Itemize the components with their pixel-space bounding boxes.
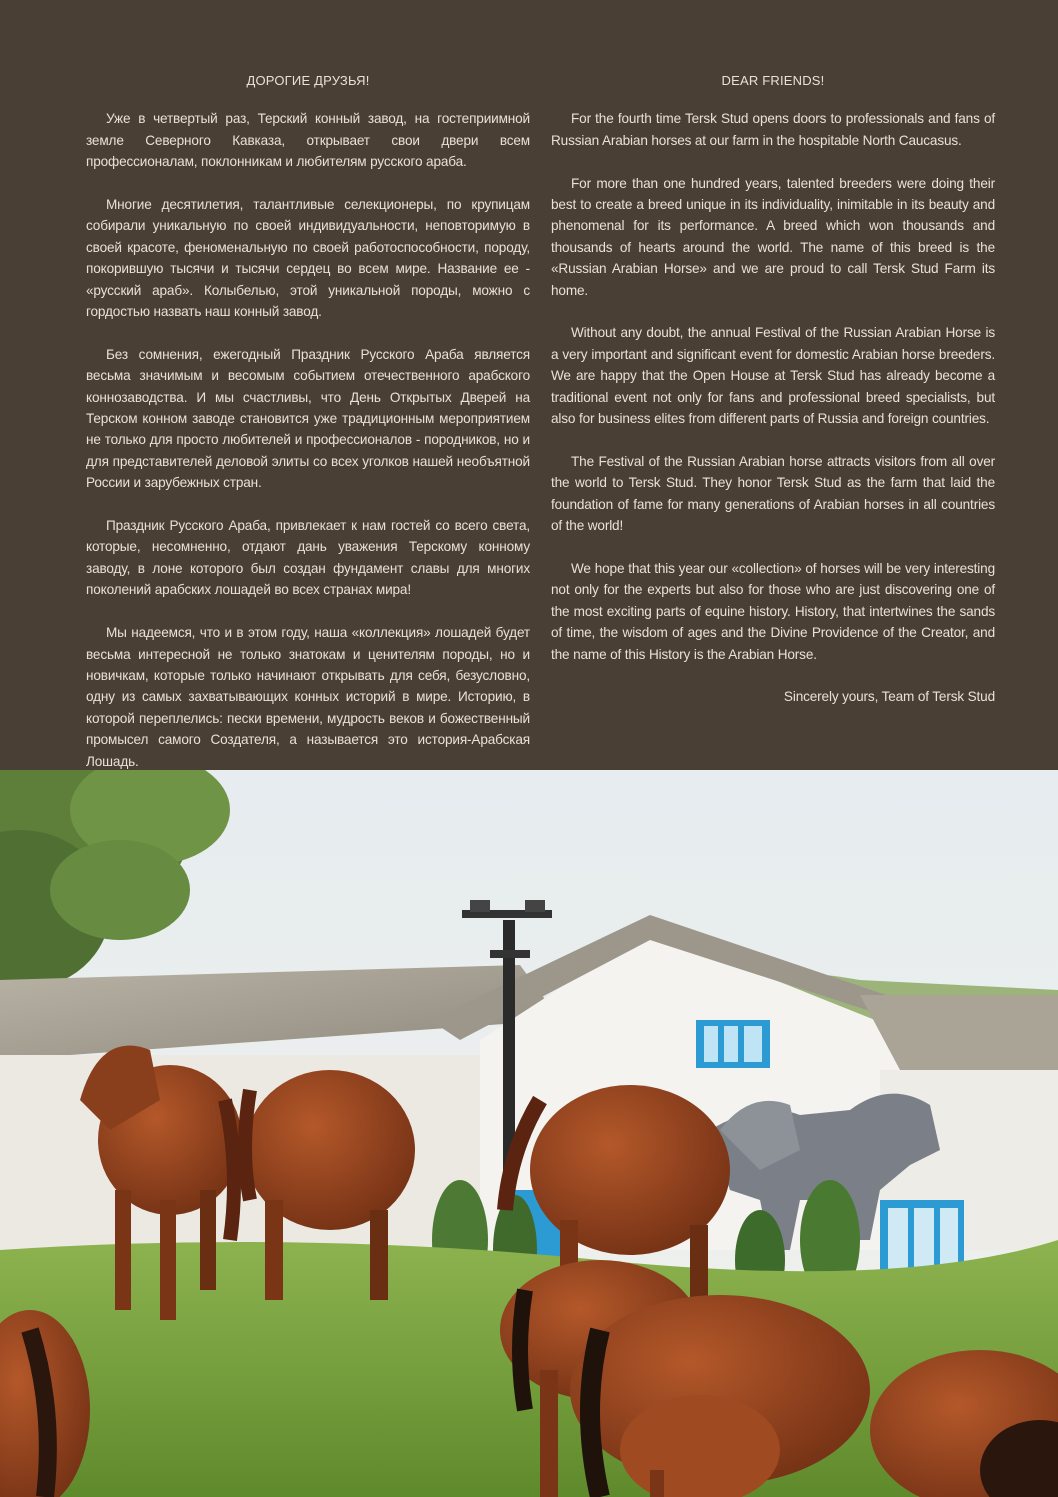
russian-paragraph: Уже в четвертый раз, Терский конный завод, на гостеприимной земле Северного Кавказа, открывает свои двери всем профессионалам, поклонникам и любителям русского араба. [86, 111, 530, 170]
russian-column [86, 60, 530, 815]
russian-paragraph: Многие десятилетия, талантливые селекционеры, по крупицам собирали уникальную по своей индивидуальности, неповторимую в своей красоте, феноменальную по своей работоспособности, породу, покорившую тысячи и тысячи сердец во всем мире. Название ее - «русский араб». Колыбелью, этой уникальной породы, можно с гордостью назвать наш конный завод. [86, 197, 530, 320]
english-paragraph: For more than one hundred years, talented breeders were doing their best to create a breed unique in its individuality, inimitable in its beauty and phenomenal for its performance. A breed which won thousands and thousands of hearts around the world. The name of this breed is the «Russian Arabian Horse» and we are proud to call Tersk Stud Farm its home. [551, 175, 995, 298]
russian-heading: ДОРОГИЕ ДРУЗЬЯ! [246, 73, 370, 88]
russian-paragraph: Праздник Русского Араба, привлекает к нам гостей со всего света, которые, несомненно, отдают дань уважения Терскому конному заводу, в лоне которого был создан фундамент славы для многих поколений арабских лошадей во всех странах мира! [86, 518, 530, 598]
horses-photo [0, 770, 1058, 1497]
english-column [551, 60, 995, 708]
english-paragraph: The Festival of the Russian Arabian horse attracts visitors from all over the world to Tersk Stud. They honor Tersk Stud as the farm that laid the foundation of fame for many generations of Arabian horses in all countries of the world! [551, 453, 995, 534]
english-paragraph: Without any doubt, the annual Festival of the Russian Arabian Horse is a very important and significant event for domestic Arabian horse breeders. We are happy that the Open House at Tersk Stud has already become a traditional event not only for fans and professional breed specialists, but also for business elites from different parts of Russia and foreign countries. [551, 325, 995, 427]
english-paragraph: We hope that this year our «collection» of horses will be very interesting not only for the experts but also for those who are just discovering one of the most exciting parts of equine history. History, that intertwines the sands of time, the wisdom of ages and the Divine Providence of the Creator, and the name of this History is the Arabian Horse. [551, 560, 995, 662]
russian-paragraph: Без сомнения, ежегодный Праздник Русского Араба является весьма значимым и весомым событием отечественного арабского коннозаводства. И мы счастливы, что День Открытых Дверей на Терском конном заводе становится уже традиционным мероприятием не только для просто любителей и профессионалов - породников, но и для представителей деловой элиты со всех уголков нашей необъятной России и зарубежных стран. [86, 346, 530, 491]
english-heading: DEAR FRIENDS! [721, 73, 825, 88]
english-paragraph: For the fourth time Tersk Stud opens doors to professionals and fans of Russian Arabian horses at our farm in the hospitable North Caucasus. [551, 111, 995, 148]
photo-illustration [0, 770, 1058, 1497]
russian-paragraph: Мы надеемся, что и в этом году, наша «коллекция» лошадей будет весьма интересной не только знатокам и ценителям породы, но и новичкам, которые только начинают открывать для себя, безусловно, одну из самых захватывающих конных историй в мире. Историю, в которой переплелись: пески времени, мудрость веков и божественный промысел самого Создателя, а называется это история-Арабская Лошадь. [86, 625, 530, 769]
english-signature: Sincerely yours, Team of Tersk Stud [783, 689, 995, 705]
